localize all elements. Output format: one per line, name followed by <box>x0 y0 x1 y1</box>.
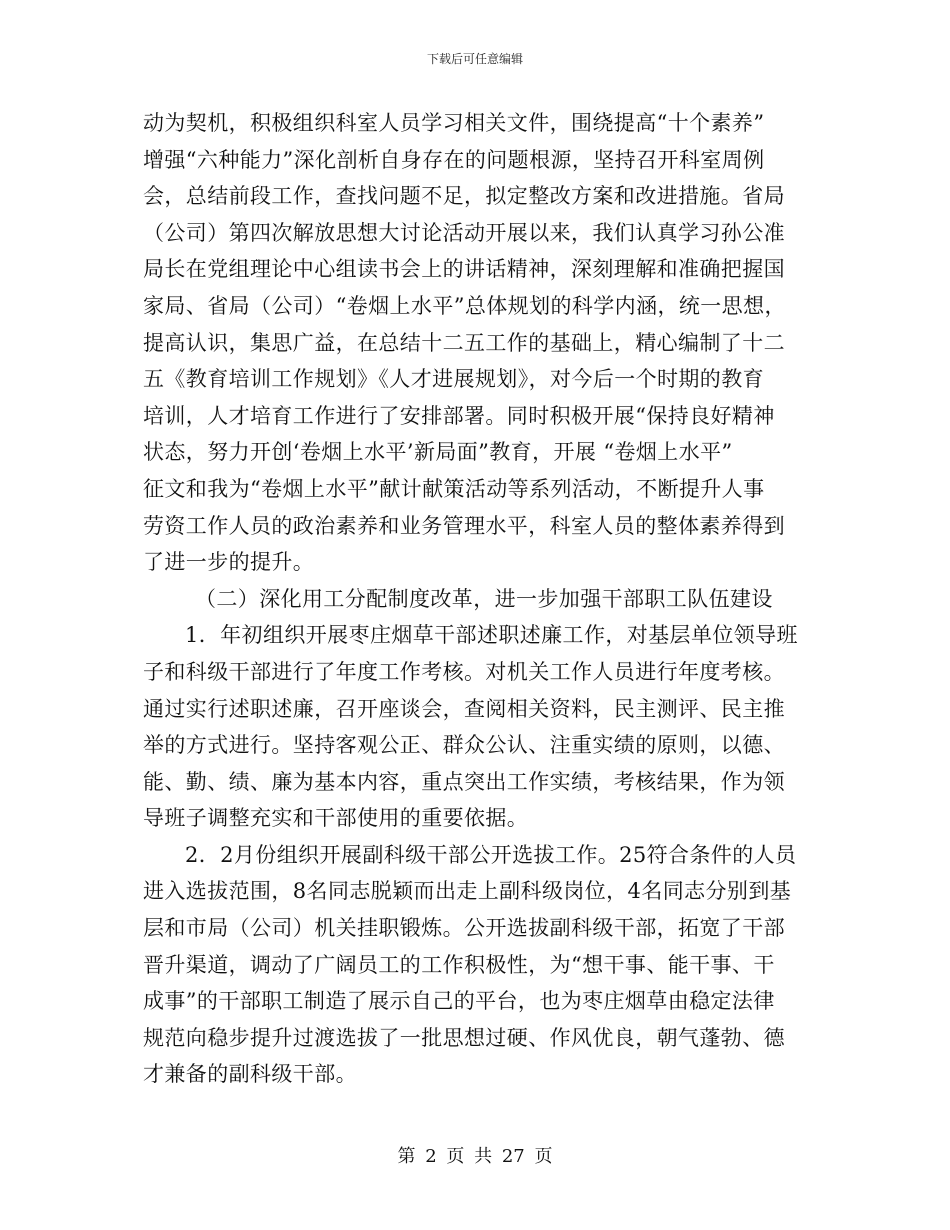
page-number: 第 2 页 共 27 页 <box>397 1146 553 1167</box>
text-line: 了进一步的提升。 <box>143 550 315 575</box>
text-line: （公司）第四次解放思想大讨论活动开展以来，我们认真学习孙公准 <box>143 220 785 245</box>
text-line: 才兼备的副科级干部。 <box>143 1062 357 1087</box>
text-line: 进入选拔范围，8名同志脱颖而出走上副科级岗位，4名同志分别到基 <box>143 879 792 904</box>
text-line: 征文和我为“卷烟上水平”献计献策活动等系列活动，不断提升人事 <box>143 476 765 501</box>
page-header: 下载后可任意编辑 <box>426 52 523 66</box>
text-line: 会，总结前段工作，查找问题不足，拟定整改方案和改进措施。省局 <box>143 184 785 209</box>
text-line: 家局、省局（公司）“卷烟上水平”总体规划的科学内涵，统一思想， <box>143 293 786 318</box>
text-line: 培训，人才培育工作进行了安排部署。同时积极开展“保持良好精神 <box>143 403 775 428</box>
text-line: 晋升渠道，调动了广阔员工的工作积极性，为“想干事、能干事、干 <box>143 952 775 977</box>
text-line: 状态，努力开创‘卷烟上水平’新局面”教育，开展 “卷烟上水平” <box>143 440 733 465</box>
text-line: 增强“六种能力”深化剖析自身存在的问题根源，坚持召开科室周例 <box>143 147 765 172</box>
text-line: 通过实行述职述廉，召开座谈会，查阅相关资料，民主测评、民主推 <box>143 696 785 721</box>
text-line: 导班子调整充实和干部使用的重要依据。 <box>143 806 529 831</box>
text-line: 层和市局（公司）机关挂职锻炼。公开选拔副科级干部，拓宽了干部 <box>143 916 785 941</box>
paragraph-first-line: 1．年初组织开展枣庄烟草干部述职述廉工作，对基层单位领导班 <box>185 623 798 648</box>
text-line: 成事”的干部职工制造了展示自己的平台，也为枣庄烟草由稳定法律 <box>143 989 775 1014</box>
text-line: 能、勤、绩、廉为基本内容，重点突出工作实绩，考核结果，作为领 <box>143 769 785 794</box>
text-line: 举的方式进行。坚持客观公正、群众公认、注重实绩的原则，以德、 <box>143 733 785 758</box>
text-line: 提高认识，集思广益，在总结十二五工作的基础上，精心编制了十二 <box>143 330 785 355</box>
text-line: 动为契机，积极组织科室人员学习相关文件，围绕提高“十个素养” <box>143 111 765 135</box>
text-line: 劳资工作人员的政治素养和业务管理水平，科室人员的整体素养得到 <box>143 513 785 538</box>
paragraph-first-line: 2．2月份组织开展副科级干部公开选拔工作。25符合条件的人员 <box>185 842 797 867</box>
text-line: 规范向稳步提升过渡选拔了一批思想过硬、作风优良，朝气蓬勃、德 <box>143 1025 785 1050</box>
text-line: 局长在党组理论中心组读书会上的讲话精神，深刻理解和准确把握国 <box>143 257 785 282</box>
text-line: 子和科级干部进行了年度工作考核。对机关工作人员进行年度考核。 <box>143 659 785 684</box>
section-heading: （二）深化用工分配制度改革，进一步加强干部职工队伍建设 <box>195 586 773 611</box>
text-line: 五《教育培训工作规划》《人才进展规划》，对今后一个时期的教育 <box>143 367 764 392</box>
document-body <box>143 105 809 1093</box>
